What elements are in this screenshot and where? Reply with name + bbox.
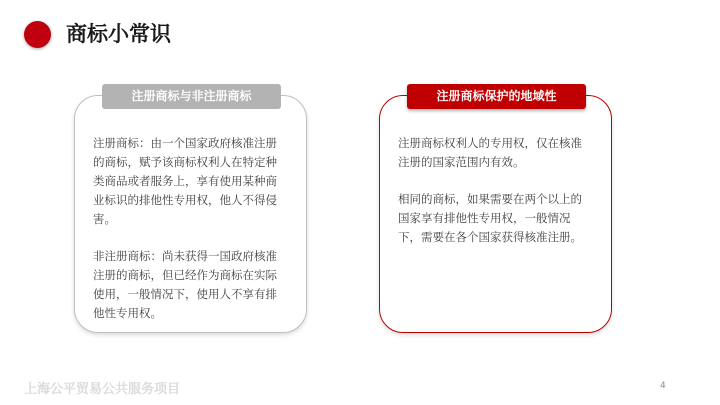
card-body <box>93 134 288 341</box>
card-paragraph: 注册商标权利人的专用权，仅在核准注册的国家范围内有效。 <box>398 136 582 169</box>
card-paragraph: 注册商标：由一个国家政府核准注册的商标，赋予该商标权利人在特定种类商品或者服务上，享有使用某种商业标识的排他性专用权，他人不得侵害。 <box>93 136 277 226</box>
card-paragraph: 相同的商标，如果需要在两个以上的国家享有排他性专用权，一般情况下，需要在各个国家获得核准注册。 <box>398 192 582 244</box>
title-bullet-icon <box>24 21 51 48</box>
page-title: 商标小常识 <box>66 22 171 46</box>
footer-text: 上海公平贸易公共服务项目 <box>24 382 181 397</box>
card-header: 注册商标保护的地域性 <box>407 84 586 109</box>
card-registered-vs-unregistered <box>74 89 307 333</box>
page-number: 4 <box>660 381 666 391</box>
card-header: 注册商标与非注册商标 <box>102 84 281 109</box>
card-paragraph: 非注册商标：尚未获得一国政府核准注册的商标，但已经作为商标在实际使用，一般情况下，使用人不享有排他性专用权。 <box>93 249 277 320</box>
card-body <box>398 134 593 265</box>
card-territoriality <box>379 89 612 333</box>
